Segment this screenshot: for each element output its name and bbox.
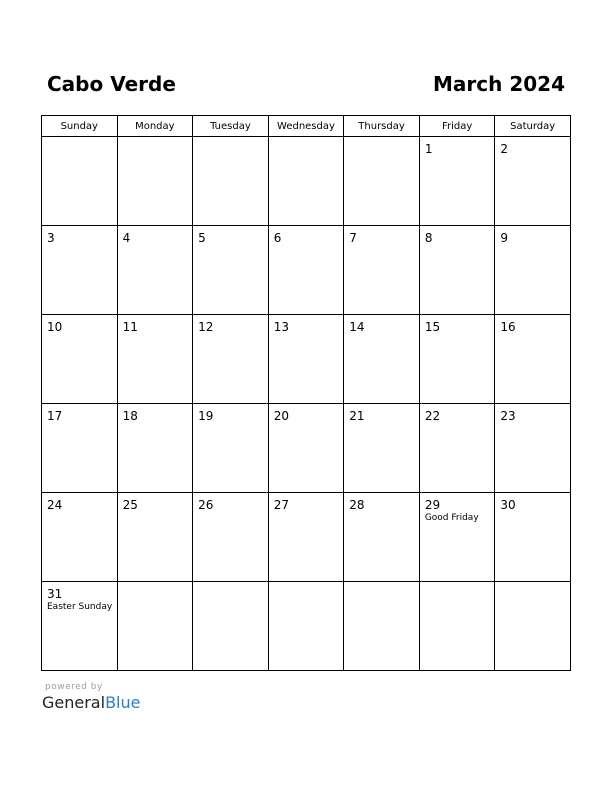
day-cell (344, 315, 420, 404)
day-number: 18 (122, 409, 138, 423)
day-number: 15 (424, 320, 441, 334)
day-cell (117, 137, 193, 226)
logo-blue-text: Blue (105, 693, 141, 712)
day-number: 6 (273, 231, 282, 245)
day-cell (495, 582, 571, 671)
weekday-wednesday: Wednesday (268, 116, 344, 137)
day-number: 21 (349, 409, 365, 423)
day-number: 30 (500, 498, 516, 512)
weekday-friday: Friday (419, 116, 495, 137)
day-number: 31 (47, 587, 63, 601)
day-number: 23 (500, 409, 516, 423)
day-number: 2 (500, 142, 509, 156)
weekday-sunday: Sunday (42, 116, 118, 137)
month-year-title: March 2024 (433, 72, 565, 96)
day-cell (193, 404, 269, 493)
day-cell (419, 493, 495, 582)
day-cell (42, 137, 118, 226)
day-cell (268, 582, 344, 671)
day-cell (117, 404, 193, 493)
day-cell (193, 226, 269, 315)
weekday-saturday: Saturday (495, 116, 571, 137)
powered-by-label: powered by (45, 682, 103, 692)
day-cell (495, 226, 571, 315)
day-cell (193, 137, 269, 226)
day-number: 26 (198, 498, 214, 512)
day-cell (495, 404, 571, 493)
day-cell (268, 493, 344, 582)
day-cell (419, 315, 495, 404)
day-number: 27 (273, 498, 289, 512)
day-number: 22 (424, 409, 441, 423)
day-cell (419, 226, 495, 315)
day-cell (419, 404, 495, 493)
day-number: 3 (47, 231, 55, 245)
day-cell (344, 226, 420, 315)
day-number: 19 (198, 409, 214, 423)
day-cell (268, 315, 344, 404)
weekday-thursday: Thursday (344, 116, 420, 137)
day-cell (268, 226, 344, 315)
day-cell (495, 315, 571, 404)
day-cell (193, 493, 269, 582)
day-cell (42, 315, 118, 404)
day-cell (344, 137, 420, 226)
day-cell (344, 582, 420, 671)
day-cell (193, 315, 269, 404)
week-row (42, 404, 571, 493)
day-number: 1 (424, 142, 433, 156)
day-number: 11 (122, 320, 138, 334)
day-cell (495, 493, 571, 582)
holiday-label: Good Friday (424, 513, 479, 523)
week-row (42, 493, 571, 582)
day-cell (117, 315, 193, 404)
weekday-header-row (42, 116, 571, 137)
day-cell (344, 404, 420, 493)
day-cell (193, 582, 269, 671)
week-row (42, 315, 571, 404)
day-cell (42, 226, 118, 315)
day-number: 13 (273, 320, 289, 334)
logo-general-text: General (42, 693, 106, 712)
day-cell (344, 493, 420, 582)
week-row (42, 137, 571, 226)
day-number: 28 (349, 498, 365, 512)
day-number: 5 (198, 231, 206, 245)
day-cell (117, 226, 193, 315)
country-title: Cabo Verde (47, 72, 176, 96)
weekday-tuesday: Tuesday (193, 116, 269, 137)
day-number: 10 (47, 320, 63, 334)
day-cell (42, 493, 118, 582)
day-number: 29 (424, 498, 441, 512)
day-cell (419, 137, 495, 226)
day-number: 8 (424, 231, 433, 245)
holiday-label: Easter Sunday (47, 602, 113, 612)
day-number: 9 (500, 231, 509, 245)
day-cell (117, 582, 193, 671)
weekday-monday: Monday (117, 116, 193, 137)
generalblue-logo (42, 693, 140, 713)
day-number: 24 (47, 498, 63, 512)
day-cell (268, 137, 344, 226)
day-cell (42, 582, 118, 671)
day-number: 7 (349, 231, 357, 245)
day-cell (268, 404, 344, 493)
day-cell (419, 582, 495, 671)
day-number: 20 (273, 409, 289, 423)
day-cell (495, 137, 571, 226)
day-cell (117, 493, 193, 582)
day-number: 12 (198, 320, 214, 334)
day-number: 14 (349, 320, 365, 334)
day-number: 25 (122, 498, 138, 512)
week-row (42, 226, 571, 315)
day-number: 17 (47, 409, 63, 423)
day-number: 4 (122, 231, 131, 245)
day-cell (42, 404, 118, 493)
day-number: 16 (500, 320, 516, 334)
week-row (42, 582, 571, 671)
calendar-grid (41, 115, 571, 671)
